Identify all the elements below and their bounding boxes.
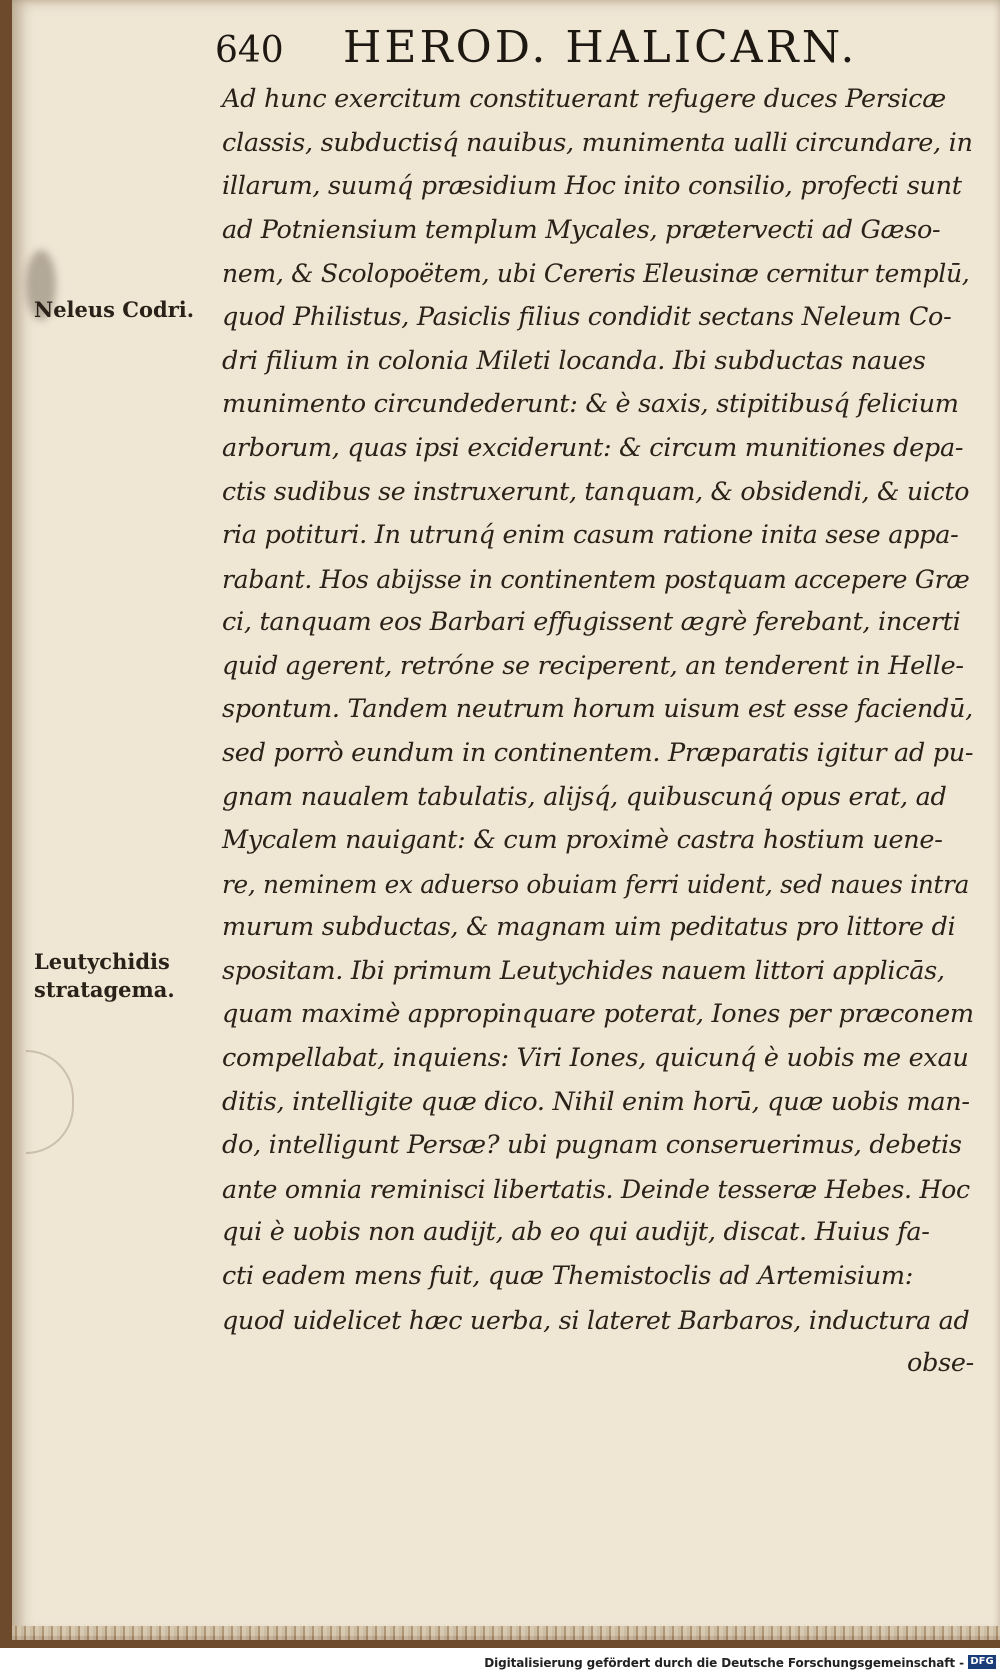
text-line: Ad hunc exercitum constituerant refugere duces Persicæ [222, 84, 946, 114]
text-line: compellabat, inquiens: Viri Iones, quicunq́ è uobis me exau [222, 1043, 969, 1074]
margin-note-line: stratagema. [34, 977, 175, 1002]
text-line: qui è uobis non audijt, ab eo qui audijt, discat. Huius fa- [222, 1217, 930, 1248]
margin-note-neleus [34, 296, 194, 324]
digitization-footer [0, 1650, 1000, 1676]
text-line: ditis, intelligite quæ dico. Nihil enim horū, quæ uobis man- [222, 1086, 970, 1117]
running-head: HEROD. HALICARN. [343, 22, 858, 73]
body-text [222, 78, 974, 1386]
text-line: arborum, quas ipsi exciderunt: & circum munitiones depa- [222, 432, 964, 463]
page-header [215, 22, 975, 72]
text-line: munimento circundederunt: & è saxis, stipitibusq́ felicium [222, 389, 959, 420]
text-line: gnam naualem tabulatis, alijsq́, quibuscunq́ opus erat, ad [222, 781, 947, 812]
page-clip-mark [26, 1050, 74, 1154]
margin-note-line: Leutychidis [34, 949, 170, 974]
text-line: re, neminem ex aduerso obuiam ferri uident, sed naues intra [222, 869, 970, 899]
margin-note-line: Neleus Codri. [34, 297, 195, 322]
text-line: quod uidelicet hæc uerba, si lateret Barbaros, inductura ad [222, 1304, 970, 1335]
text-line: ante omnia reminisci libertatis. Deinde tesseræ Hebes. Hoc [222, 1174, 970, 1204]
text-line: ci, tanquam eos Barbari effugissent ægrè ferebant, incerti [222, 607, 961, 638]
text-line: dri filium in colonia Mileti locanda. Ibi subductas naues [222, 345, 926, 376]
text-line: ad Potniensium templum Mycales, prætervecti ad Gæso- [222, 214, 941, 245]
text-line: spontum. Tandem neutrum horum uisum est esse faciendū, [222, 694, 973, 725]
text-line: nem, & Scolopoëtem, ubi Cereris Eleusinæ cernitur templū, [222, 259, 970, 289]
text-line: quid agerent, retróne se reciperent, an tenderent in Helle- [222, 650, 964, 681]
page-number: 640 [215, 30, 284, 71]
text-line: quod Philistus, Pasiclis filius condidit sectans Neleum Co- [222, 301, 952, 332]
text-line: ctis sudibus se instruxerunt, tanquam, & obsidendi, & uicto [222, 477, 970, 507]
text-line: Mycalem nauigant: & cum proximè castra hostium uene- [222, 825, 943, 856]
dfg-logo: DFG [968, 1655, 996, 1669]
text-line: cti eadem mens fuit, quæ Themistoclis ad Artemisium: [222, 1261, 914, 1292]
text-line: rabant. Hos abijsse in continentem postquam accepere Græ [222, 564, 970, 594]
text-line: quam maximè appropinquare poterat, Iones per præconem [222, 999, 974, 1030]
text-line: classis, subductisq́ nauibus, munimenta ualli circundare, in [222, 127, 973, 158]
text-line: murum subductas, & magnam uim peditatus pro littore di [222, 912, 956, 943]
text-line: ria potituri. In utrunq́ enim casum ratione inita sese appa- [222, 519, 959, 550]
text-line: spositam. Ibi primum Leutychides nauem littori applicās, [222, 955, 945, 986]
footer-credit: Digitalisierung gefördert durch die Deutsche Forschungsgemeinschaft - [484, 1656, 964, 1670]
margin-note-leutychidis [34, 948, 175, 1004]
catchword: obse- [907, 1348, 974, 1379]
text-line: sed porrò eundum in continentem. Præparatis igitur ad pu- [222, 737, 974, 768]
text-line: do, intelligunt Persæ? ubi pugnam conseruerimus, debetis [222, 1130, 962, 1161]
text-line: illarum, suumq́ præsidium Hoc inito consilio, profecti sunt [222, 171, 962, 202]
page-edges [12, 1626, 1000, 1640]
